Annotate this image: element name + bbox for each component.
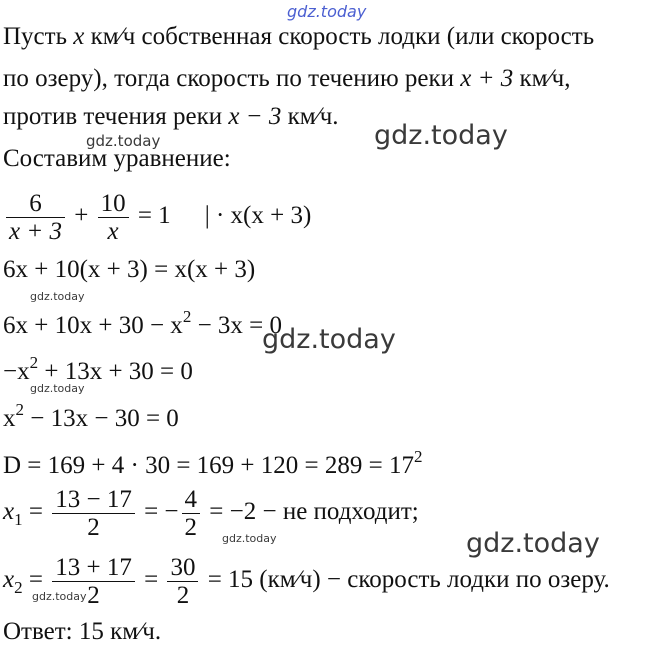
fraction-denominator: 2 <box>184 513 198 541</box>
text-line-1-a: Пусть <box>3 23 74 50</box>
root-x1-tail: = −2 − не подходит; <box>203 498 419 525</box>
text-line-1 <box>3 22 594 52</box>
text-line-3-a: против течения реки <box>3 103 229 130</box>
step-line-discriminant <box>3 442 422 481</box>
exponent: 2 <box>15 400 24 419</box>
watermark: gdz.today <box>374 120 508 151</box>
text-line-4: Составим уравнение: <box>3 145 231 172</box>
variable-x: x <box>73 23 85 50</box>
exponent: 2 <box>29 353 39 372</box>
text-line-2 <box>3 64 570 94</box>
plus-sign: + <box>67 202 95 229</box>
watermark: gdz.today <box>222 532 277 545</box>
step-2-b: − 3x = 0 <box>191 312 283 339</box>
subscript: 1 <box>14 510 23 529</box>
watermark: gdz.today <box>30 382 85 395</box>
discriminant-text: D = 169 + 4 · 30 = 169 + 120 = 289 = 17 <box>3 452 414 479</box>
equals: = <box>22 566 50 593</box>
root-x1 <box>3 484 419 548</box>
step-3-b: + 13x + 30 = 0 <box>38 358 193 385</box>
root-x2-var: x <box>3 566 15 593</box>
exponent: 2 <box>413 447 423 466</box>
text-line-3 <box>3 102 339 132</box>
fraction-numerator: 6 <box>6 190 65 218</box>
watermark: gdz.today <box>30 290 85 303</box>
text-line-1-b: км⁄ч собственная скорость лодки (или скорость <box>84 23 595 50</box>
equation-rhs: = 1 <box>131 202 171 229</box>
text-line-3-tail: км⁄ч. <box>281 103 339 130</box>
watermark: gdz.today <box>262 324 396 355</box>
step-3-a: −x <box>3 358 30 385</box>
fraction-x1-b <box>182 486 201 541</box>
fraction-x2-b <box>167 554 198 609</box>
equation-main <box>3 188 311 245</box>
step-4-a: x <box>3 405 16 432</box>
fraction-numerator: 4 <box>182 486 201 514</box>
fraction-numerator: 13 − 17 <box>52 486 135 514</box>
subscript: 2 <box>14 578 23 597</box>
fraction-6-over-x-plus-3 <box>6 190 65 245</box>
watermark: gdz.today <box>32 590 87 603</box>
step-line-4 <box>3 395 179 434</box>
text-line-2-a: по озеру), тогда скорость по течению реки <box>3 65 461 92</box>
equation-multiplier: | · x(x + 3) <box>204 202 312 229</box>
fraction-numerator: 10 <box>98 190 129 218</box>
fraction-numerator: 30 <box>167 554 198 582</box>
watermark-top: gdz.today <box>287 2 367 21</box>
fraction-denominator: 2 <box>87 513 100 541</box>
root-x1-var: x <box>3 498 15 525</box>
step-line-1: 6x + 10(x + 3) = x(x + 3) <box>3 256 256 283</box>
watermark: gdz.today <box>86 132 161 150</box>
fraction-denominator: 2 <box>176 581 190 609</box>
equals: = <box>22 498 50 525</box>
fraction-10-over-x <box>98 190 129 245</box>
expr-downstream: x + 3 <box>460 65 514 92</box>
answer-line: Ответ: 15 км⁄ч. <box>3 618 162 645</box>
fraction-denominator: 2 <box>87 581 100 609</box>
step-2-a: 6x + 10x + 30 − x <box>3 312 183 339</box>
text-line-2-tail: км⁄ч, <box>513 65 571 92</box>
fraction-numerator: 13 + 17 <box>52 554 135 582</box>
step-4-b: − 13x − 30 = 0 <box>24 405 179 432</box>
fraction-denominator: x + 3 <box>9 217 62 245</box>
step-line-2 <box>3 302 282 341</box>
exponent: 2 <box>182 307 192 326</box>
fraction-x1-a <box>52 486 135 541</box>
root-x2-tail: = 15 (км⁄ч) − скорость лодки по озеру. <box>201 566 610 593</box>
expr-upstream: x − 3 <box>228 103 282 130</box>
root-x2-mid: = <box>137 566 165 593</box>
root-x2 <box>3 552 610 616</box>
watermark: gdz.today <box>466 528 600 559</box>
fraction-denominator: x <box>107 217 119 245</box>
root-x1-mid: = − <box>137 498 179 525</box>
